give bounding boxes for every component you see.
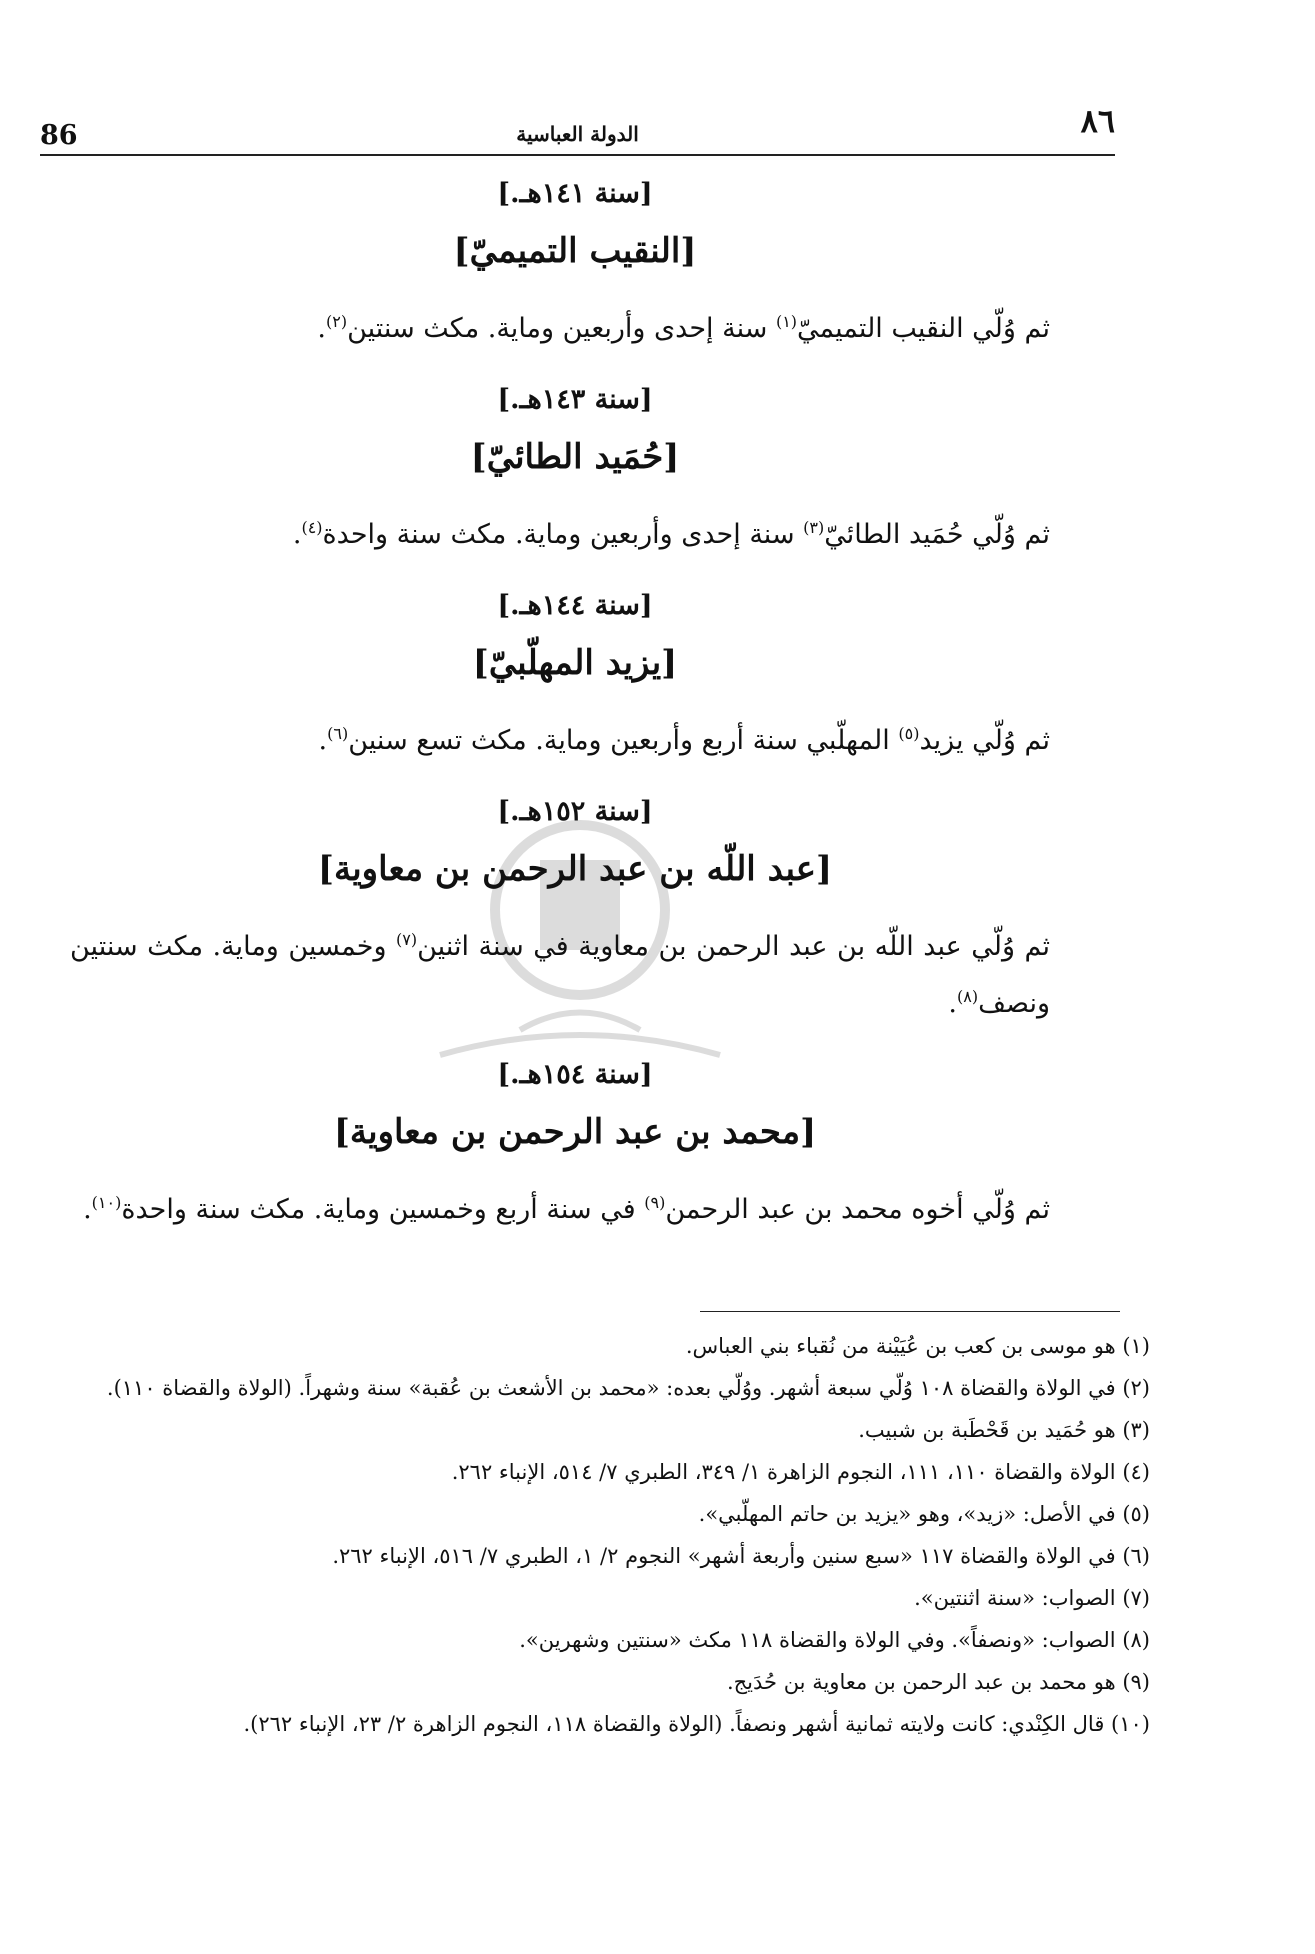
footnote: (٥) في الأصل: «زيد»، وهو «يزيد بن حاتم المهلّبي». [698, 1502, 1150, 1526]
governor-heading: [حُمَيد الطائيّ] [470, 437, 680, 477]
footnote-ref: (٣) [803, 518, 825, 537]
paragraph-text: المهلّبي سنة أربع وأربعين وماية. مكث تسع سنين [348, 725, 899, 756]
paragraph [70, 709, 1080, 766]
governor-heading: [محمد بن عبد الرحمن بن معاوية] [333, 1112, 817, 1152]
paragraph-end: . [292, 519, 302, 550]
paragraph-text: ثم وُلّي النقيب التميميّ [797, 313, 1050, 344]
footnote-ref: (٨) [956, 987, 979, 1006]
paragraph [70, 297, 1080, 354]
footnote-ref: (٩) [644, 1193, 666, 1212]
footnote: (١٠) قال الكِنْدي: كانت ولايته ثمانية أشهر ونصفاً. (الولاة والقضاة ١١٨، النجوم الزاهرة ٢/ ٢٣، الإنباء ٢٦٢). [243, 1712, 1150, 1736]
footnote: (٤) الولاة والقضاة ١١٠، ١١١، النجوم الزاهرة ١/ ٣٤٩، الطبري ٧/ ٥١٤، الإنباء ٢٦٢. [451, 1460, 1150, 1484]
footnote: (٨) الصواب: «ونصفاً». وفي الولاة والقضاة ١١٨ مكث «سنتين وشهرين». [519, 1628, 1150, 1652]
governor-heading: [عبد اللّه بن عبد الرحمن بن معاوية] [317, 849, 833, 889]
paragraph-text: سنة إحدى وأربعين وماية. مكث سنتين [347, 313, 776, 344]
paragraph-text: في سنة أربع وخمسين وماية. مكث سنة واحدة [121, 1194, 645, 1225]
paragraph-text: ثم وُلّي يزيد [919, 725, 1050, 756]
year-heading: [سنة ١٤٣هـ.] [497, 384, 653, 415]
paragraph-end: . [948, 988, 957, 1019]
year-heading: [سنة ١٤١هـ.] [497, 178, 653, 209]
page-number-arabic: ٨٦ [1080, 102, 1115, 140]
running-title: الدولة العباسية [516, 122, 639, 146]
section [70, 1059, 1080, 1235]
section [70, 796, 1080, 1029]
footnote: (٦) في الولاة والقضاة ١١٧ «سبع سنين وأربعة أشهر» النجوم ٢/ ١، الطبري ٧/ ٥١٦، الإنباء ٢٦٢. [332, 1544, 1150, 1568]
footnote-ref: (٢) [325, 312, 348, 331]
section [70, 384, 1080, 560]
footnote-ref: (١) [775, 312, 798, 331]
page-number-latin: 86 [40, 120, 78, 151]
footnote-ref: (٧) [396, 930, 418, 949]
paragraph-end: . [317, 313, 326, 344]
footnote-ref: (٥) [898, 724, 920, 743]
footnote-ref: (٤) [301, 518, 323, 537]
governor-heading: [النقيب التميميّ] [453, 231, 697, 271]
footnote-ref: (٦) [327, 724, 349, 743]
paragraph-end: . [83, 1194, 92, 1225]
footnote: (٣) هو حُمَيد بن قَحْطَبة بن شبيب. [858, 1418, 1150, 1442]
paragraph-text: ثم وُلّي عبد اللّه بن عبد الرحمن بن معاوية في سنة اثنين [417, 931, 1051, 962]
paragraph-text: وخمسين وماية. مكث سنتين ونصف [70, 931, 1050, 1019]
footnote-ref: (١٠) [91, 1193, 122, 1212]
paragraph [70, 1178, 1080, 1235]
year-heading: [سنة ١٥٢هـ.] [497, 796, 653, 827]
footnote-divider [700, 1311, 1120, 1312]
paragraph-text: ثم وُلّي حُمَيد الطائيّ [824, 519, 1050, 550]
paragraph [70, 915, 1080, 1029]
paragraph-end: . [318, 725, 328, 756]
footnote: (٩) هو محمد بن عبد الرحمن بن معاوية بن حُدَيج. [726, 1670, 1150, 1694]
footnote: (٧) الصواب: «سنة اثنتين». [914, 1586, 1150, 1610]
page-header [40, 98, 1115, 156]
footnotes [70, 1328, 1150, 1748]
year-heading: [سنة ١٥٤هـ.] [497, 1059, 653, 1090]
paragraph [70, 503, 1080, 560]
main-text [70, 170, 1080, 1265]
section [70, 178, 1080, 354]
year-heading: [سنة ١٤٤هـ.] [497, 590, 653, 621]
footnote: (١) هو موسى بن كعب بن عُيَيْنة من نُقباء بني العباس. [685, 1334, 1150, 1358]
paragraph-text: سنة إحدى وأربعين وماية. مكث سنة واحدة [322, 519, 804, 550]
section [70, 590, 1080, 766]
governor-heading: [يزيد المهلّبيّ] [472, 643, 678, 683]
paragraph-text: ثم وُلّي أخوه محمد بن عبد الرحمن [665, 1194, 1050, 1225]
footnote: (٢) في الولاة والقضاة ١٠٨ وُلّي سبعة أشهر. ووُلّي بعده: «محمد بن الأشعث بن عُقبة» سنة وشهراً. (الولاة والقضاة ١١٠). [106, 1376, 1150, 1400]
